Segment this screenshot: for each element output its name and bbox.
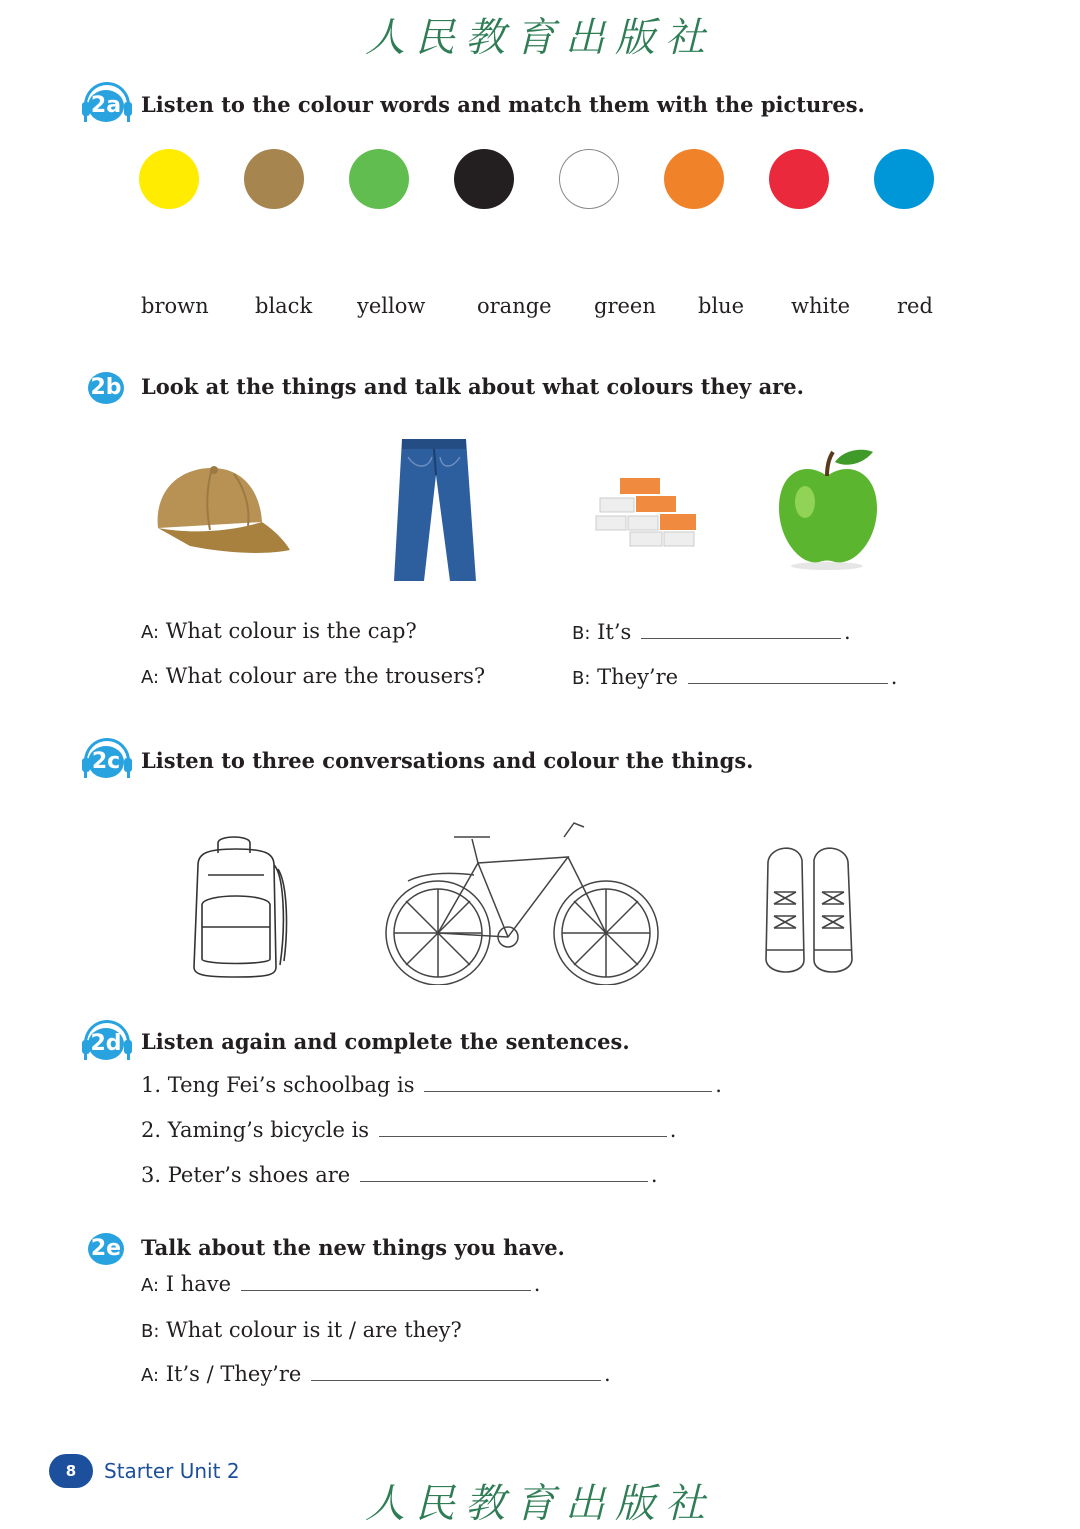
speaker-label: B: xyxy=(572,668,591,689)
dialogue-2b-row1-a xyxy=(141,619,417,643)
color-word[interactable]: orange xyxy=(477,294,552,318)
apple-picture xyxy=(775,442,880,572)
answer-blank[interactable] xyxy=(379,1135,667,1137)
color-word[interactable]: red xyxy=(897,294,933,318)
dialogue-2b-row1-b: B: It’s . xyxy=(572,620,851,644)
talk-line-2: B: What colour is it / are they? xyxy=(141,1318,462,1342)
color-swatch[interactable] xyxy=(454,149,514,209)
speaker-label: B: xyxy=(572,623,591,644)
schoolbag-outline[interactable] xyxy=(188,835,290,980)
talk-line-1: A: I have . xyxy=(141,1272,541,1296)
talk-line-3: A: It’s / They’re . xyxy=(141,1362,611,1386)
unit-label: Starter Unit 2 xyxy=(104,1459,240,1483)
color-swatch[interactable] xyxy=(139,149,199,209)
speaker-label: A: xyxy=(141,622,160,643)
speaker-label: A: xyxy=(141,1275,160,1296)
color-swatch[interactable] xyxy=(349,149,409,209)
cap-picture xyxy=(150,460,295,560)
color-swatch[interactable] xyxy=(244,149,304,209)
erasers-picture xyxy=(590,470,702,550)
dialogue-2b-row2-b: B: They’re . xyxy=(572,665,898,689)
badge-2c: 2c xyxy=(84,744,124,780)
sentence-1: 1. Teng Fei’s schoolbag is . xyxy=(141,1073,722,1097)
dialogue-2b-row2-a xyxy=(141,664,485,688)
instruction-2c: Listen to three conversations and colour the things. xyxy=(141,748,754,773)
badge-2e: 2e xyxy=(84,1231,124,1267)
answer-blank[interactable] xyxy=(360,1180,648,1182)
sentence-2: 2. Yaming’s bicycle is . xyxy=(141,1118,677,1142)
speaker-label: A: xyxy=(141,667,160,688)
bicycle-outline[interactable] xyxy=(378,815,663,985)
instruction-2b: Look at the things and talk about what colours they are. xyxy=(141,374,804,399)
answer-text: They’re xyxy=(597,665,679,689)
answer-blank[interactable] xyxy=(688,682,888,684)
color-word[interactable]: brown xyxy=(141,294,209,318)
instruction-2e: Talk about the new things you have. xyxy=(141,1235,565,1260)
color-word[interactable]: black xyxy=(255,294,313,318)
sentence-3: 3. Peter’s shoes are . xyxy=(141,1163,658,1187)
badge-2b: 2b xyxy=(84,370,124,406)
answer-blank[interactable] xyxy=(424,1090,712,1092)
question-text: What colour is the cap? xyxy=(165,619,417,643)
color-swatch[interactable] xyxy=(664,149,724,209)
trousers-picture xyxy=(388,435,480,585)
speaker-label: A: xyxy=(141,1365,160,1386)
publisher-mark-top: 人民教育出版社 xyxy=(365,15,715,61)
color-word[interactable]: yellow xyxy=(357,294,426,318)
shoes-outline[interactable] xyxy=(758,842,860,982)
answer-text: It’s xyxy=(597,620,632,644)
instruction-2d: Listen again and complete the sentences. xyxy=(141,1029,630,1054)
answer-blank[interactable] xyxy=(241,1289,531,1291)
badge-2d: 2d xyxy=(84,1026,124,1062)
color-word[interactable]: blue xyxy=(698,294,745,318)
speaker-label: B: xyxy=(141,1321,160,1342)
answer-blank[interactable] xyxy=(311,1379,601,1381)
color-word[interactable]: green xyxy=(594,294,656,318)
publisher-mark-bottom: 人民教育出版社 xyxy=(365,1481,715,1527)
color-swatch[interactable] xyxy=(769,149,829,209)
page-number: 8 xyxy=(49,1454,93,1488)
answer-blank[interactable] xyxy=(641,637,841,639)
color-word[interactable]: white xyxy=(791,294,851,318)
badge-2a: 2a xyxy=(84,88,124,124)
color-swatch[interactable] xyxy=(559,149,619,209)
color-swatch[interactable] xyxy=(874,149,934,209)
question-text: What colour are the trousers? xyxy=(165,664,486,688)
instruction-2a: Listen to the colour words and match them with the pictures. xyxy=(141,92,865,117)
